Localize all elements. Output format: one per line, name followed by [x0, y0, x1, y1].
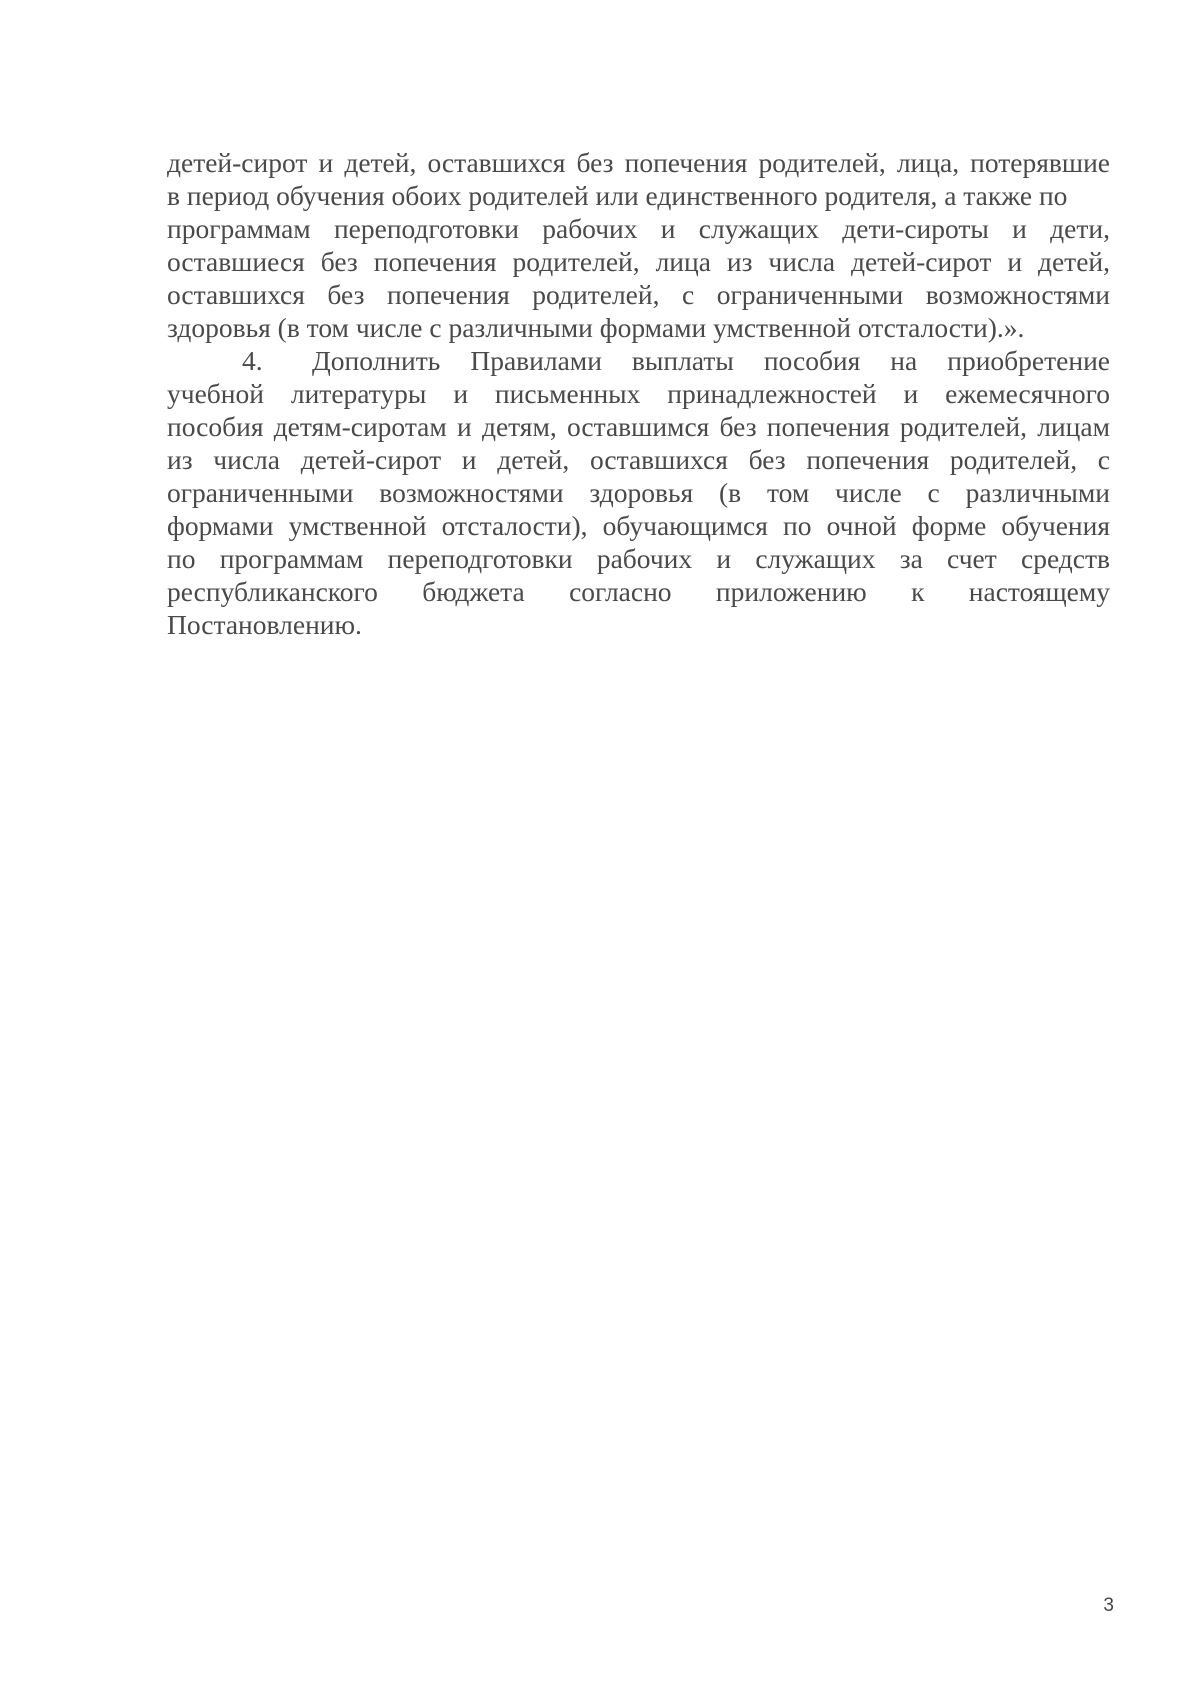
item-number: 4. [242, 345, 263, 376]
text-line: республиканского бюджета согласно приложению к настоящему [167, 576, 1110, 607]
text-line: формами умственной отсталости), обучающимся по очной форме обучения [167, 510, 1110, 541]
text-line: в период обучения обоих родителей или единственного родителя, а также по [167, 180, 1068, 211]
text-line: по программам переподготовки рабочих и служащих за счет средств [167, 543, 1110, 574]
paragraph-continuation [167, 146, 1110, 344]
text-line: здоровья (в том числе с различными формами умственной отсталости).». [167, 312, 1025, 343]
page-number: 3 [1103, 1595, 1114, 1616]
item-4-first-line-text: Дополнить Правилами выплаты пособия на приобретение [312, 345, 1110, 376]
text-line: из числа детей-сирот и детей, оставшихся без попечения родителей, с [167, 444, 1110, 475]
text-line: детей-сирот и детей, оставшихся без попечения родителей, лица, потерявшие [167, 147, 1110, 178]
item-4-first-line [167, 344, 1110, 377]
item-4 [167, 344, 1110, 641]
text-line: ограниченными возможностями здоровья (в том числе с различными [167, 477, 1110, 508]
text-line: программам переподготовки рабочих и служащих дети-сироты и дети, [167, 213, 1110, 244]
text-line: оставшиеся без попечения родителей, лица из числа детей-сирот и детей, [167, 246, 1110, 277]
text-line: Постановлению. [167, 609, 362, 640]
text-line: учебной литературы и письменных принадлежностей и ежемесячного [167, 378, 1110, 409]
text-line: оставшихся без попечения родителей, с ограниченными возможностями [167, 279, 1110, 310]
document-text [167, 146, 1110, 641]
text-line: пособия детям-сиротам и детям, оставшимся без попечения родителей, лицам [167, 411, 1110, 442]
